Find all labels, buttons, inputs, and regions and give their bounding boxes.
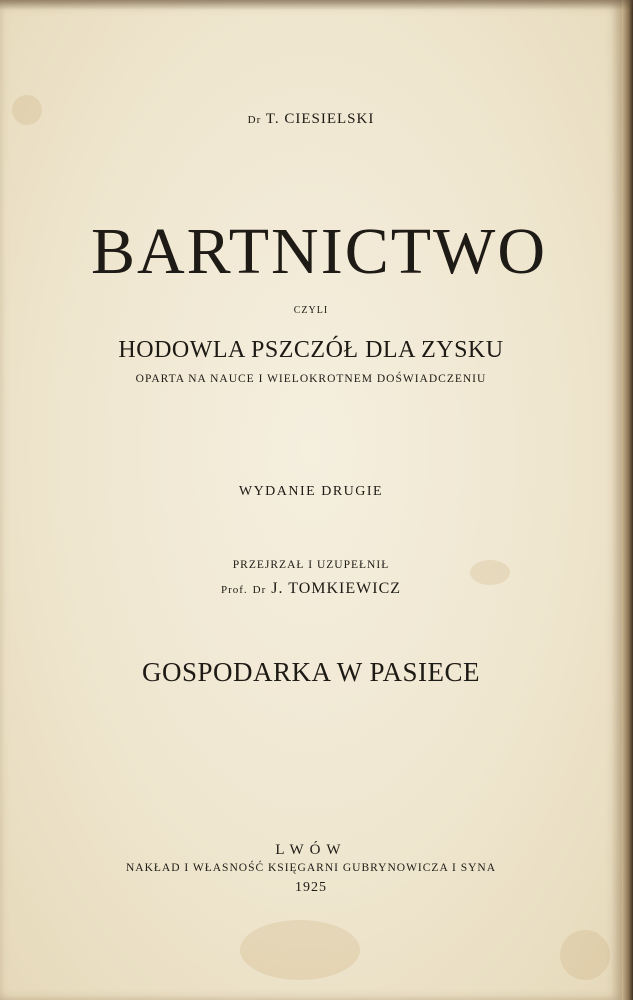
author-line	[0, 111, 622, 128]
book-subtitle: HODOWLA PSZCZÓŁ DLA ZYSKU	[118, 337, 504, 363]
revised-by-label: PRZEJRZAŁ I UZUPEŁNIŁ	[232, 559, 390, 571]
editor-name: J. TOMKIEWICZ	[271, 580, 402, 597]
author-name: T. CIESIELSKI	[265, 111, 375, 127]
book-subsubtitle: OPARTA NA NAUCE I WIELOKROTNEM DOŚWIADCZENIU	[135, 373, 487, 385]
editor-prefix-dr: Dr	[252, 584, 267, 596]
publisher-line: NAKŁAD I WŁASNOŚĆ KSIĘGARNI GUBRYNOWICZA I SYNA	[125, 862, 497, 874]
publication-year: 1925	[295, 880, 327, 895]
editor-prefix-prof: Prof.	[220, 584, 248, 596]
volume-title: GOSPODARKA W PASIECE	[141, 657, 481, 687]
paper-stain	[560, 930, 610, 980]
edition-label: WYDANIE DRUGIE	[238, 484, 384, 499]
paper-stain	[240, 920, 360, 980]
book-title: BARTNICTWO	[91, 215, 547, 288]
page-edge	[622, 0, 633, 1000]
top-shadow	[0, 0, 633, 10]
author-prefix: Dr	[247, 114, 262, 126]
editor-line	[0, 580, 622, 598]
title-connector: CZYLI	[293, 305, 329, 316]
publication-city: LWÓW	[275, 842, 347, 858]
